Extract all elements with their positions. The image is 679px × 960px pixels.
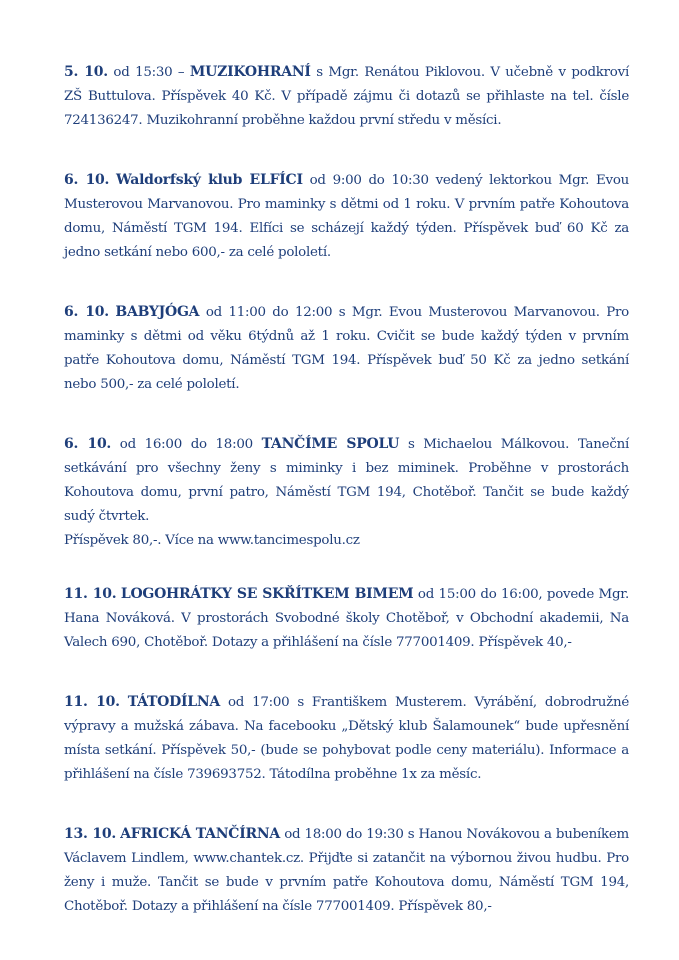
event-description: s Mgr. Renátou Piklovou. V učebně v podkroví ZŠ Buttulova. Příspěvek 40 Kč. V případě zájmu či dotazů se přihlaste na tel. čísle 724136247. Muzikohranní proběhne každou první středu v měsíci.: [64, 65, 629, 128]
event-date: 11. 10.: [64, 586, 117, 602]
event-date: 6. 10.: [64, 304, 109, 320]
event-extra: Příspěvek 80,-. Více na www.tancimespolu.cz: [64, 533, 360, 548]
event-title: AFRICKÁ TANČÍRNA: [120, 826, 281, 842]
event-title: TANČÍME SPOLU: [261, 436, 400, 452]
event-description: od 15:00 do 16:00, povede Mgr. Hana Nováková. V prostorách Svobodné školy Chotěboř, v Obchodní akademii, Na Valech 690, Chotěboř. Dotazy a přihlášení na čísle 777001409. Příspěvek 40,-: [64, 587, 629, 650]
event-time-prefix: od 16:00 do 18:00: [119, 437, 253, 452]
event-entry: [64, 168, 629, 265]
event-description: od 11:00 do 12:00 s Mgr. Evou Musterovou Marvanovou. Pro maminky s dětmi od věku 6týdnů až 1 roku. Cvičit se bude každý týden v prvním patře Kohoutova domu, Náměstí TGM 194. Příspěvek buď 50 Kč za jedno setkání nebo 500,- za celé pololetí.: [64, 305, 629, 392]
event-date: 6. 10.: [64, 172, 110, 188]
event-entry: [64, 300, 629, 397]
event-title: LOGOHRÁTKY SE SKŘÍTKEM BIMEM: [120, 586, 414, 602]
event-date: 5. 10.: [64, 64, 108, 80]
event-date: 6. 10.: [64, 436, 112, 452]
event-date: 11. 10.: [64, 694, 120, 710]
event-title: MUZIKOHRANÍ: [189, 64, 311, 80]
event-entry: [64, 432, 629, 553]
event-description: od 17:00 s Františkem Musterem. Vyrábění, dobrodružné výpravy a mužská zábava. Na facebooku „Dětský klub Šalamounek“ bude upřesnění místa setkání. Příspěvek 50,- (bude se pohybovat podle ceny materiálu). Informace a přihlášení na čísle 739693752. Tátodílna proběhne 1x za měsíc.: [64, 695, 629, 782]
event-date: 13. 10.: [64, 826, 116, 842]
event-entry: [64, 582, 629, 655]
event-entry: [64, 822, 629, 919]
event-description: s Michaelou Málkovou. Taneční setkávání pro všechny ženy s miminky i bez miminek. Proběhne v prostorách Kohoutova domu, první patro, Náměstí TGM 194, Chotěboř. Tančit se bude každý sudý čtvrtek.: [64, 437, 629, 524]
event-description: od 18:00 do 19:30 s Hanou Novákovou a bubeníkem Václavem Lindlem, www.chantek.cz. Přijďte si zatančit na výbornou živou hudbu. Pro ženy i muže. Tančit se bude v prvním patře Kohoutova domu, Náměstí TGM 194, Chotěboř. Dotazy a přihlášení na čísle 777001409. Příspěvek 80,-: [64, 827, 629, 914]
event-entry: [64, 690, 629, 787]
event-entry: [64, 60, 629, 133]
event-description: od 9:00 do 10:30 vedený lektorkou Mgr. Evou Musterovou Marvanovou. Pro maminky s dětmi od 1 roku. V prvním patře Kohoutova domu, Náměstí TGM 194. Elfíci se scházejí každý týden. Příspěvek buď 60 Kč za jedno setkání nebo 600,- za celé pololetí.: [64, 173, 630, 260]
event-title: BABYJÓGA: [115, 304, 200, 320]
event-title: TÁTODÍLNA: [127, 694, 221, 710]
event-title: Waldorfský klub ELFÍCI: [116, 172, 303, 188]
event-time-prefix: od 15:30 –: [113, 65, 185, 80]
